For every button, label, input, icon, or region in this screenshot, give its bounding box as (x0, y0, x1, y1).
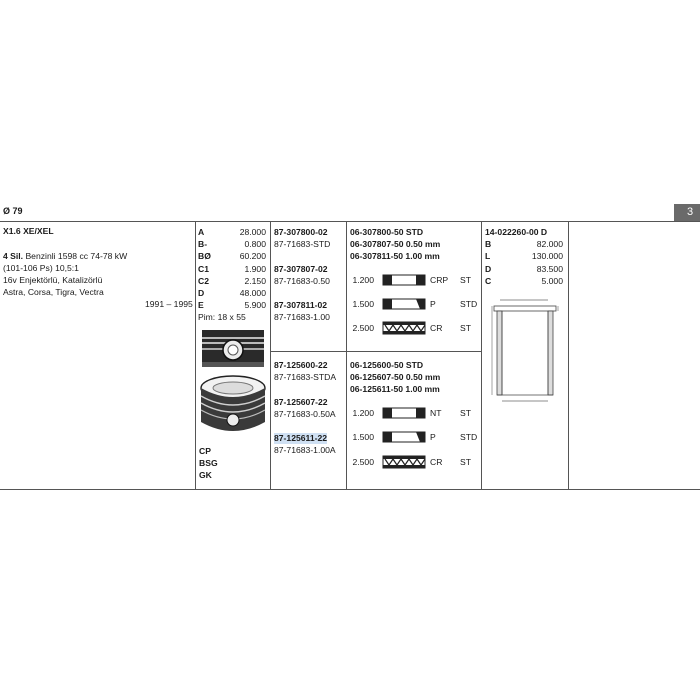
scraper-ring-icon (382, 430, 426, 444)
ring-row (344, 406, 480, 420)
table-bottom-border (0, 489, 700, 490)
liner-dim-value: 82.000 (536, 239, 563, 249)
dim-value: 48.000 (239, 288, 266, 298)
ring-width: 1.200 (352, 275, 374, 285)
engine-model: X1.6 XE/XEL (3, 226, 54, 236)
dim-value: 5.900 (244, 300, 266, 310)
code-gk: GK (199, 470, 212, 480)
ring-grade: STD (460, 299, 478, 309)
code-cp: CP (199, 446, 211, 456)
ring-width: 1.500 (352, 299, 374, 309)
col-divider-5 (568, 221, 569, 489)
scraper-ring-icon (382, 297, 426, 311)
engine-line-4: Astra, Corsa, Tigra, Vectra (3, 287, 104, 297)
ring-width: 2.500 (352, 457, 374, 467)
piston-subcode: 87-71683-0.50A (274, 409, 336, 419)
engine-cylinders: 4 Sil. (3, 251, 24, 261)
ring-row (344, 430, 480, 444)
ring-grade: ST (460, 408, 471, 418)
liner-dim-key: D (485, 264, 492, 274)
cylinder-liner-drawing (490, 294, 562, 406)
ring-type: NT (430, 408, 442, 418)
engine-line-3: 16v Enjektörlü, Katalizörlü (3, 275, 103, 285)
ring-type: P (430, 299, 436, 309)
dim-key: E (198, 300, 204, 310)
col-divider-4 (481, 221, 482, 489)
liner-dim-key: B (485, 239, 492, 249)
pin-size: Pim: 18 x 55 (198, 312, 246, 322)
piston-code[interactable]: 87-125607-22 (274, 397, 328, 407)
piston-top-view-image (196, 370, 270, 442)
dim-key: C1 (198, 264, 209, 274)
piston-side-view-image (196, 329, 270, 369)
dim-key: BØ (198, 251, 211, 261)
dim-key: A (198, 227, 205, 237)
piston-subcode: 87-71683-1.00A (274, 445, 336, 455)
col-divider-3 (346, 221, 347, 489)
dim-key: D (198, 288, 205, 298)
ring-set-code[interactable]: 06-125611-50 1.00 mm (350, 384, 440, 394)
ring-grade: ST (460, 275, 471, 285)
compression-ring-icon (382, 273, 426, 287)
oil-ring-icon (382, 455, 426, 469)
col-divider-2 (270, 221, 271, 489)
ring-width: 1.500 (352, 432, 374, 442)
engine-line-1 (3, 251, 127, 262)
liner-dim-key: L (485, 251, 491, 261)
ring-type: CR (430, 323, 443, 333)
ring-type: CRP (430, 275, 449, 285)
ring-set-code[interactable]: 06-125607-50 0.50 mm (350, 372, 441, 382)
liner-dim-value: 130.000 (531, 251, 563, 261)
piston-subcode: 87-71683-1.00 (274, 312, 330, 322)
piston-code[interactable]: 87-125600-22 (274, 360, 328, 370)
ring-row (344, 321, 480, 335)
compression-ring-icon (382, 406, 426, 420)
ring-type: CR (430, 457, 443, 467)
ring-row (344, 273, 480, 287)
piston-subcode: 87-71683-STDA (274, 372, 337, 382)
ring-grade: ST (460, 323, 471, 333)
page-tab-number: 3 (687, 206, 694, 218)
dim-value: 0.800 (244, 239, 266, 249)
dim-key: C2 (198, 276, 209, 286)
section-divider (271, 351, 481, 352)
piston-code-selected[interactable]: 87-125611-22 (274, 433, 328, 443)
ring-width: 2.500 (352, 323, 374, 333)
page-tab[interactable] (674, 204, 700, 221)
ring-set-code[interactable]: 06-125600-50 STD (350, 360, 424, 370)
piston-code[interactable]: 87-307811-02 (274, 300, 328, 310)
ring-set-code[interactable]: 06-307800-50 STD (350, 227, 424, 237)
piston-subcode: 87-71683-STD (274, 239, 331, 249)
piston-code[interactable]: 87-307807-02 (274, 264, 328, 274)
oil-ring-icon (382, 321, 426, 335)
ring-set-code[interactable]: 06-307807-50 0.50 mm (350, 239, 441, 249)
dim-value: 1.900 (244, 264, 266, 274)
liner-dim-value: 83.500 (536, 264, 563, 274)
liner-code[interactable]: 14-022260-00 D (485, 227, 548, 237)
bore-size: Ø 79 (3, 206, 23, 216)
dim-value: 2.150 (244, 276, 266, 286)
dim-key: B- (198, 239, 208, 249)
code-bsg: BSG (199, 458, 218, 468)
piston-subcode: 87-71683-0.50 (274, 276, 330, 286)
engine-years: 1991 – 1995 (145, 299, 193, 309)
ring-row (344, 297, 480, 311)
dim-value: 60.200 (239, 251, 266, 261)
engine-displacement: Benzinli 1598 cc 74-78 kW (23, 251, 128, 261)
engine-line-2: (101-106 Ps) 10,5:1 (3, 263, 79, 273)
table-top-border (0, 221, 700, 222)
ring-type: P (430, 432, 436, 442)
ring-grade: ST (460, 457, 471, 467)
piston-code[interactable]: 87-307800-02 (274, 227, 328, 237)
liner-dim-key: C (485, 276, 492, 286)
ring-grade: STD (460, 432, 478, 442)
ring-row (344, 455, 480, 469)
ring-set-code[interactable]: 06-307811-50 1.00 mm (350, 251, 440, 261)
liner-dim-value: 5.000 (541, 276, 563, 286)
ring-width: 1.200 (352, 408, 374, 418)
dim-value: 28.000 (239, 227, 266, 237)
